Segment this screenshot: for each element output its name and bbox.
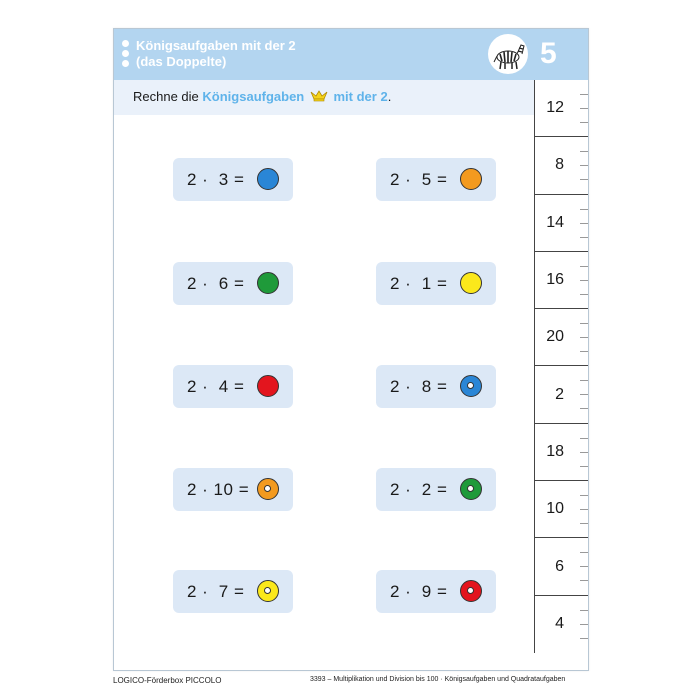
color-ring-marker — [460, 375, 482, 397]
cut-tick — [580, 122, 588, 123]
color-ring-marker — [460, 580, 482, 602]
task-tile — [173, 365, 293, 408]
color-ring-marker — [460, 478, 482, 500]
answer-cell — [535, 309, 588, 366]
cut-tick — [580, 566, 588, 567]
cut-tick — [580, 209, 588, 210]
color-dot-marker — [460, 272, 482, 294]
cut-tick — [580, 438, 588, 439]
cut-tick — [580, 495, 588, 496]
instruction-highlight1: Königsaufgaben — [202, 89, 305, 104]
footer-right: 3393 – Multiplikation und Division bis 100 · Königsaufgaben und Quadrataufgaben — [310, 676, 566, 683]
instruction-bar — [114, 80, 534, 115]
task-tile — [376, 365, 496, 408]
answer-value: 14 — [546, 213, 564, 231]
color-dot-marker — [460, 168, 482, 190]
answer-cell — [535, 195, 588, 252]
crown-icon — [310, 90, 328, 102]
task-expression: 2 · 1 = — [390, 274, 448, 293]
color-dot-marker — [257, 375, 279, 397]
task-expression: 2 · 10 = — [187, 480, 250, 499]
title-line1: Königsaufgaben mit der 2 — [136, 38, 296, 53]
answer-cell — [535, 80, 588, 137]
cut-tick — [580, 266, 588, 267]
cut-tick — [580, 237, 588, 238]
task-expression: 2 · 7 = — [187, 582, 245, 601]
task-tile — [376, 570, 496, 613]
task-tile — [376, 158, 496, 201]
cut-tick — [580, 466, 588, 467]
cut-tick — [580, 638, 588, 639]
task-expression: 2 · 9 = — [390, 582, 448, 601]
worksheet-header — [114, 29, 588, 80]
cut-tick — [580, 610, 588, 611]
footer-left: LOGICO-Förderbox PICCOLO — [113, 676, 222, 685]
answer-cell — [535, 137, 588, 194]
dot — [122, 60, 129, 67]
cut-tick — [580, 351, 588, 352]
page-number: 5 — [540, 37, 557, 70]
dot — [122, 40, 129, 47]
task-tile — [376, 468, 496, 511]
cut-tick — [580, 552, 588, 553]
cut-tick — [580, 509, 588, 510]
task-expression: 2 · 3 = — [187, 170, 245, 189]
answer-value: 18 — [546, 442, 564, 460]
answer-value: 20 — [546, 328, 564, 346]
instruction-suffix: . — [387, 89, 392, 104]
cut-tick — [580, 323, 588, 324]
worksheet-card — [113, 28, 589, 671]
task-expression: 2 · 6 = — [187, 274, 245, 293]
answer-cell — [535, 538, 588, 595]
answer-value: 6 — [555, 557, 564, 575]
task-tile — [173, 468, 293, 511]
color-dot-marker — [257, 168, 279, 190]
cut-tick — [580, 394, 588, 395]
cut-tick — [580, 580, 588, 581]
task-expression: 2 · 2 = — [390, 480, 448, 499]
answer-cell — [535, 366, 588, 423]
task-tile — [173, 570, 293, 613]
cut-tick — [580, 380, 588, 381]
dot — [122, 50, 129, 57]
cut-tick — [580, 165, 588, 166]
instruction-text — [133, 89, 391, 104]
instruction-highlight2: mit der 2 — [333, 89, 388, 104]
cut-tick — [580, 452, 588, 453]
answer-value: 4 — [555, 615, 564, 633]
answer-cell — [535, 252, 588, 309]
answer-value: 2 — [555, 385, 564, 403]
cut-tick — [580, 151, 588, 152]
color-dot-marker — [257, 272, 279, 294]
cut-tick — [580, 280, 588, 281]
answer-cell — [535, 424, 588, 481]
task-expression: 2 · 4 = — [187, 377, 245, 396]
answer-column — [534, 80, 588, 653]
task-expression: 2 · 5 = — [390, 170, 448, 189]
answer-value: 10 — [546, 500, 564, 518]
color-ring-marker — [257, 478, 279, 500]
zebra-icon — [488, 34, 528, 74]
answer-value: 8 — [555, 156, 564, 174]
cut-tick — [580, 179, 588, 180]
cut-tick — [580, 408, 588, 409]
task-tile — [173, 262, 293, 305]
instruction-prefix: Rechne die — [133, 89, 199, 104]
task-tile — [376, 262, 496, 305]
cut-tick — [580, 294, 588, 295]
worksheet-title — [136, 38, 296, 70]
task-expression: 2 · 8 = — [390, 377, 448, 396]
answer-cell — [535, 481, 588, 538]
cut-tick — [580, 337, 588, 338]
answer-cell — [535, 596, 588, 653]
color-ring-marker — [257, 580, 279, 602]
task-tile — [173, 158, 293, 201]
cut-tick — [580, 624, 588, 625]
cut-tick — [580, 94, 588, 95]
header-dots — [122, 40, 130, 70]
cut-tick — [580, 223, 588, 224]
title-line2: (das Doppelte) — [136, 54, 227, 69]
answer-value: 12 — [546, 99, 564, 117]
cut-tick — [580, 108, 588, 109]
cut-tick — [580, 523, 588, 524]
answer-value: 16 — [546, 271, 564, 289]
